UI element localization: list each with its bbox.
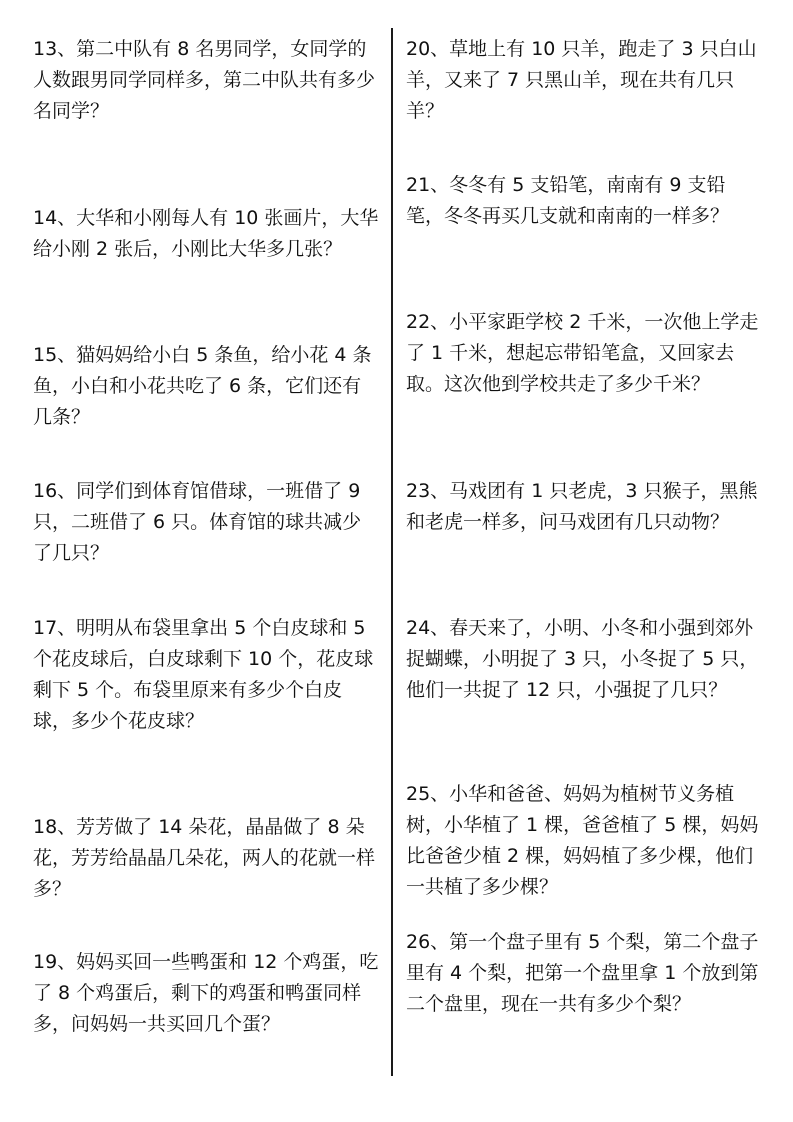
problem-17: 17、明明从布袋里拿出 5 个白皮球和 5 个花皮球后，白皮球剩下 10 个，花皮球剩下 5 个。布袋里原来有多少个白皮球，多少个花皮球？ [33, 617, 374, 732]
problem-14: 14、大华和小刚每人有 10 张画片，大华给小刚 2 张后，小刚比大华多几张？ [33, 207, 379, 260]
problem-25: 25、小华和爸爸、妈妈为植树节义务植树，小华植了 1 棵，爸爸植了 5 棵，妈妈比爸爸少植 2 棵，妈妈植了多少棵，他们一共植了多少棵？ [406, 783, 759, 898]
column-divider [391, 28, 393, 1076]
problem-19: 19、妈妈买回一些鸭蛋和 12 个鸡蛋，吃了 8 个鸡蛋后，剩下的鸡蛋和鸭蛋同样多，问妈妈一共买回几个蛋？ [33, 951, 379, 1035]
problem-15: 15、猫妈妈给小白 5 条鱼，给小花 4 条鱼，小白和小花共吃了 6 条，它们还有几条？ [33, 344, 372, 428]
problem-21: 21、冬冬有 5 支铅笔，南南有 9 支铅笔，冬冬再买几支就和南南的一样多？ [406, 174, 730, 227]
problem-26: 26、第一个盘子里有 5 个梨，第二个盘子里有 4 个梨，把第一个盘里拿 1 个放到第二个盘里，现在一共有多少个梨？ [406, 931, 759, 1015]
problem-18: 18、芳芳做了 14 朵花，晶晶做了 8 朵花，芳芳给晶晶几朵花，两人的花就一样多？ [33, 816, 376, 900]
problem-24: 24、春天来了，小明、小冬和小强到郊外捉蝴蝶，小明捉了 3 只，小冬捉了 5 只，他们一共捉了 12 只，小强捉了几只？ [406, 617, 759, 701]
problem-22: 22、小平家距学校 2 千米，一次他上学走了 1 千米，想起忘带铅笔盒，又回家去取。这次他到学校共走了多少千米？ [406, 311, 759, 395]
problem-16: 16、同学们到体育馆借球，一班借了 9 只，二班借了 6 只。体育馆的球共减少了几只？ [33, 480, 362, 564]
problem-13: 13、第二中队有 8 名男同学，女同学的人数跟男同学同样多，第二中队共有多少名同学？ [33, 38, 376, 122]
problem-20: 20、草地上有 10 只羊，跑走了 3 只白山羊，又来了 7 只黑山羊，现在共有几只羊？ [406, 38, 757, 122]
problem-23: 23、马戏团有 1 只老虎，3 只猴子，黑熊和老虎一样多，问马戏团有几只动物？ [406, 480, 758, 533]
